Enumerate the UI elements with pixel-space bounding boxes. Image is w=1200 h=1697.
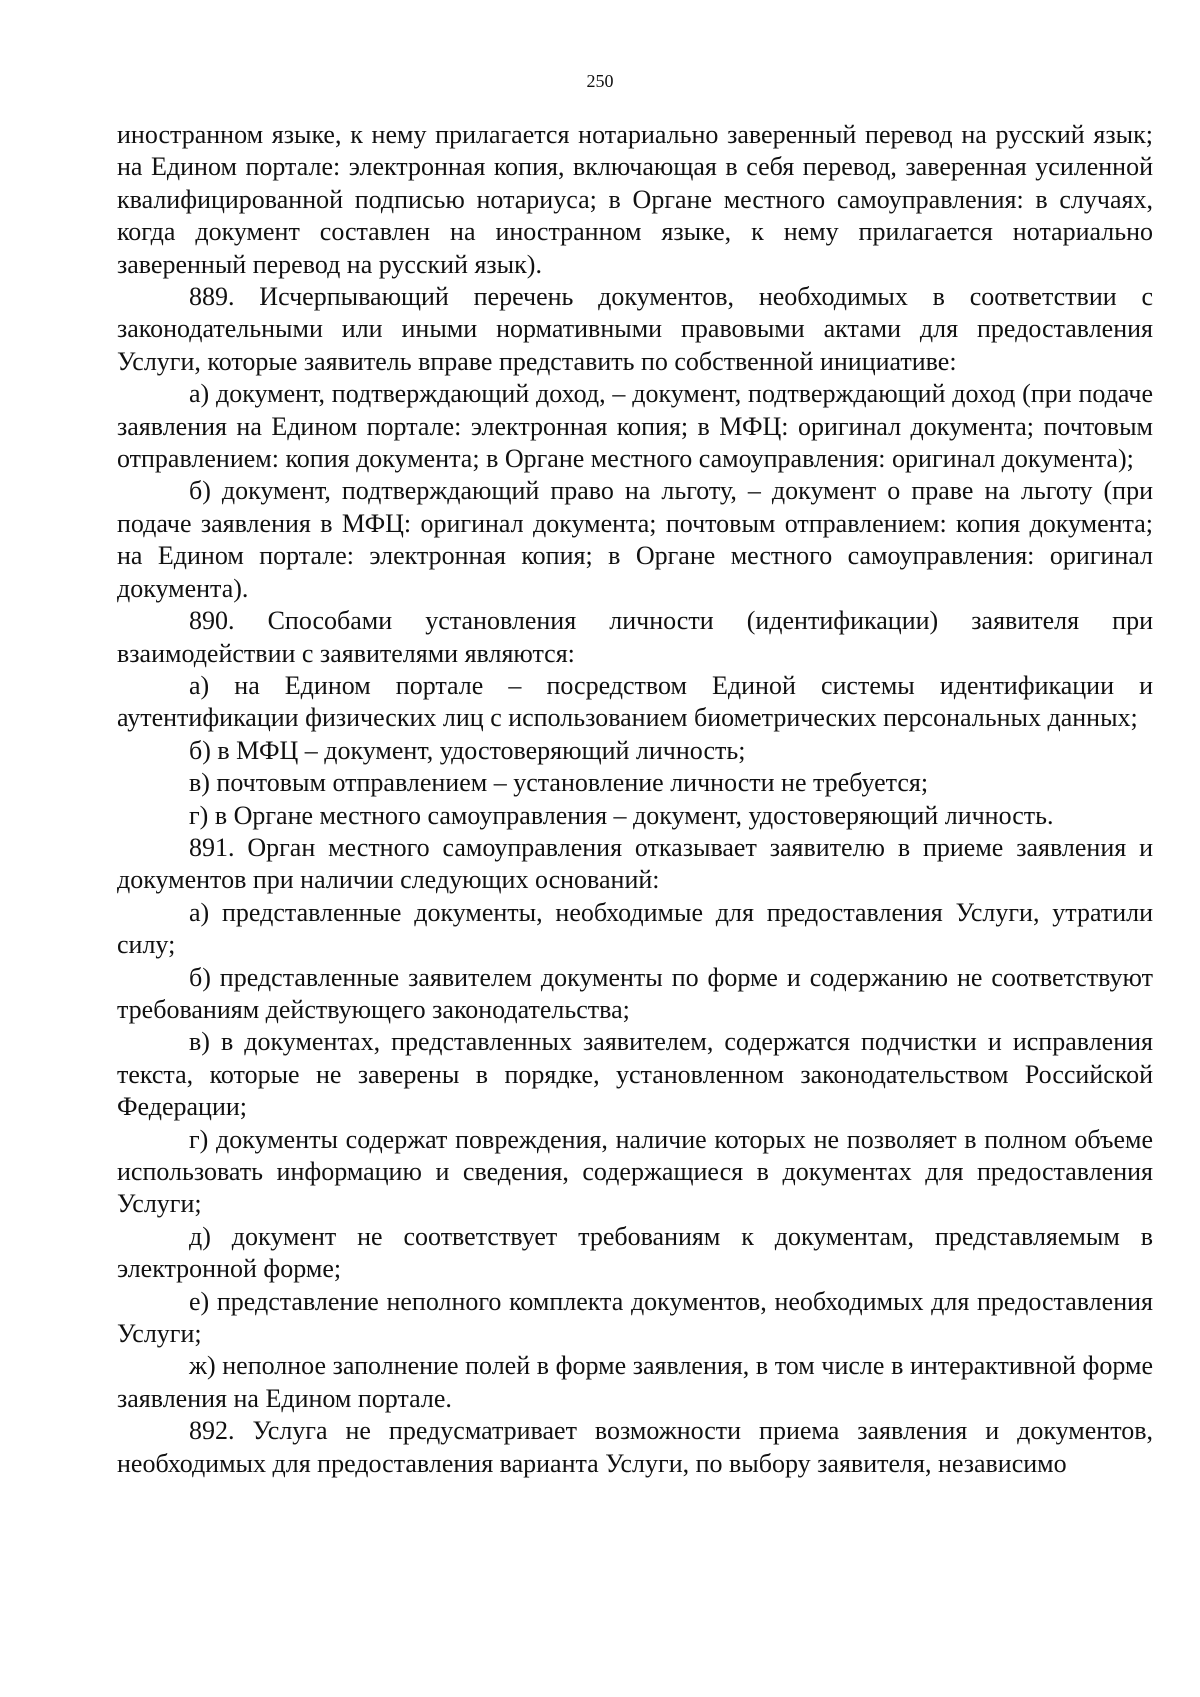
paragraph-889: 889. Исчерпывающий перечень документов, необходимых в соответствии с законодательными или иными нормативными правовыми актами для предоставления Услуги, которые заявитель вправе представить по собственной инициативе: — [117, 282, 1153, 376]
paragraph-890-item-v: в) почтовым отправлением – установление личности не требуется; — [189, 768, 929, 798]
paragraph-890-item-g: г) в Органе местного самоуправления – документ, удостоверяющий личность. — [189, 800, 1054, 830]
paragraph-891-item-v: в) в документах, представленных заявителем, содержатся подчистки и исправления текста, которые не заверены в порядке, установленном законодательством Российской Федерации; — [117, 1027, 1153, 1122]
paragraph-889-item-b: б) документ, подтверждающий право на льготу, – документ о праве на льготу (при подаче заявления в МФЦ: оригинал документа; почтовым отправлением: копия документа; на Едином портале: электронная копия; в Органе местного самоуправления: оригинал документа). — [117, 476, 1153, 603]
paragraph-891-item-d: д) документ не соответствует требованиям к документам, представляемым в электронной форме; — [117, 1221, 1153, 1284]
paragraph-891-item-g: г) документы содержат повреждения, наличие которых не позволяет в полном объеме использовать информацию и сведения, содержащиеся в документах для предоставления Услуги; — [117, 1124, 1153, 1219]
page-number: 250 — [586, 71, 614, 91]
document-body — [117, 119, 1153, 1480]
paragraph-889-item-a: а) документ, подтверждающий доход, – документ, подтверждающий доход (при подаче заявления на Едином портале: электронная копия; в МФЦ: оригинал документа; почтовым отправлением: копия документа; в Органе местного самоуправления: оригинал документа); — [117, 379, 1153, 474]
paragraph-891: 891. Орган местного самоуправления отказывает заявителю в приеме заявления и документов при наличии следующих оснований: — [117, 832, 1153, 895]
paragraph-890: 890. Способами установления личности (идентификации) заявителя при взаимодействии с заявителями являются: — [117, 606, 1153, 668]
paragraph-892: 892. Услуга не предусматривает возможности приема заявления и документов, необходимых для предоставления варианта Услуги, по выбору заявителя, независимо — [117, 1416, 1153, 1478]
paragraph-890-item-a: а) на Едином портале – посредством Единой системы идентификации и аутентификации физических лиц с использованием биометрических персональных данных; — [117, 670, 1153, 733]
paragraph-891-item-a: а) представленные документы, необходимые для предоставления Услуги, утратили силу; — [117, 897, 1153, 960]
paragraph-891-item-b: б) представленные заявителем документы по форме и содержанию не соответствуют требованиям действующего законодательства; — [117, 962, 1153, 1024]
paragraph-890-item-b: б) в МФЦ – документ, удостоверяющий личность; — [189, 735, 746, 765]
paragraph-891-item-zh: ж) неполное заполнение полей в форме заявления, в том числе в интерактивной форме заявления на Едином портале. — [117, 1351, 1153, 1413]
paragraph-continuation: иностранном языке, к нему прилагается нотариально заверенный перевод на русский язык; на Едином портале: электронная копия, включающая в себя перевод, заверенная усиленной квалифицированной подписью нотариуса; в Органе местного самоуправления: в случаях, когда документ составлен на иностранном языке, к нему прилагается нотариально заверенный перевод на русский язык). — [117, 120, 1153, 279]
paragraph-891-item-e: е) представление неполного комплекта документов, необходимых для предоставления Услуги; — [117, 1286, 1153, 1349]
